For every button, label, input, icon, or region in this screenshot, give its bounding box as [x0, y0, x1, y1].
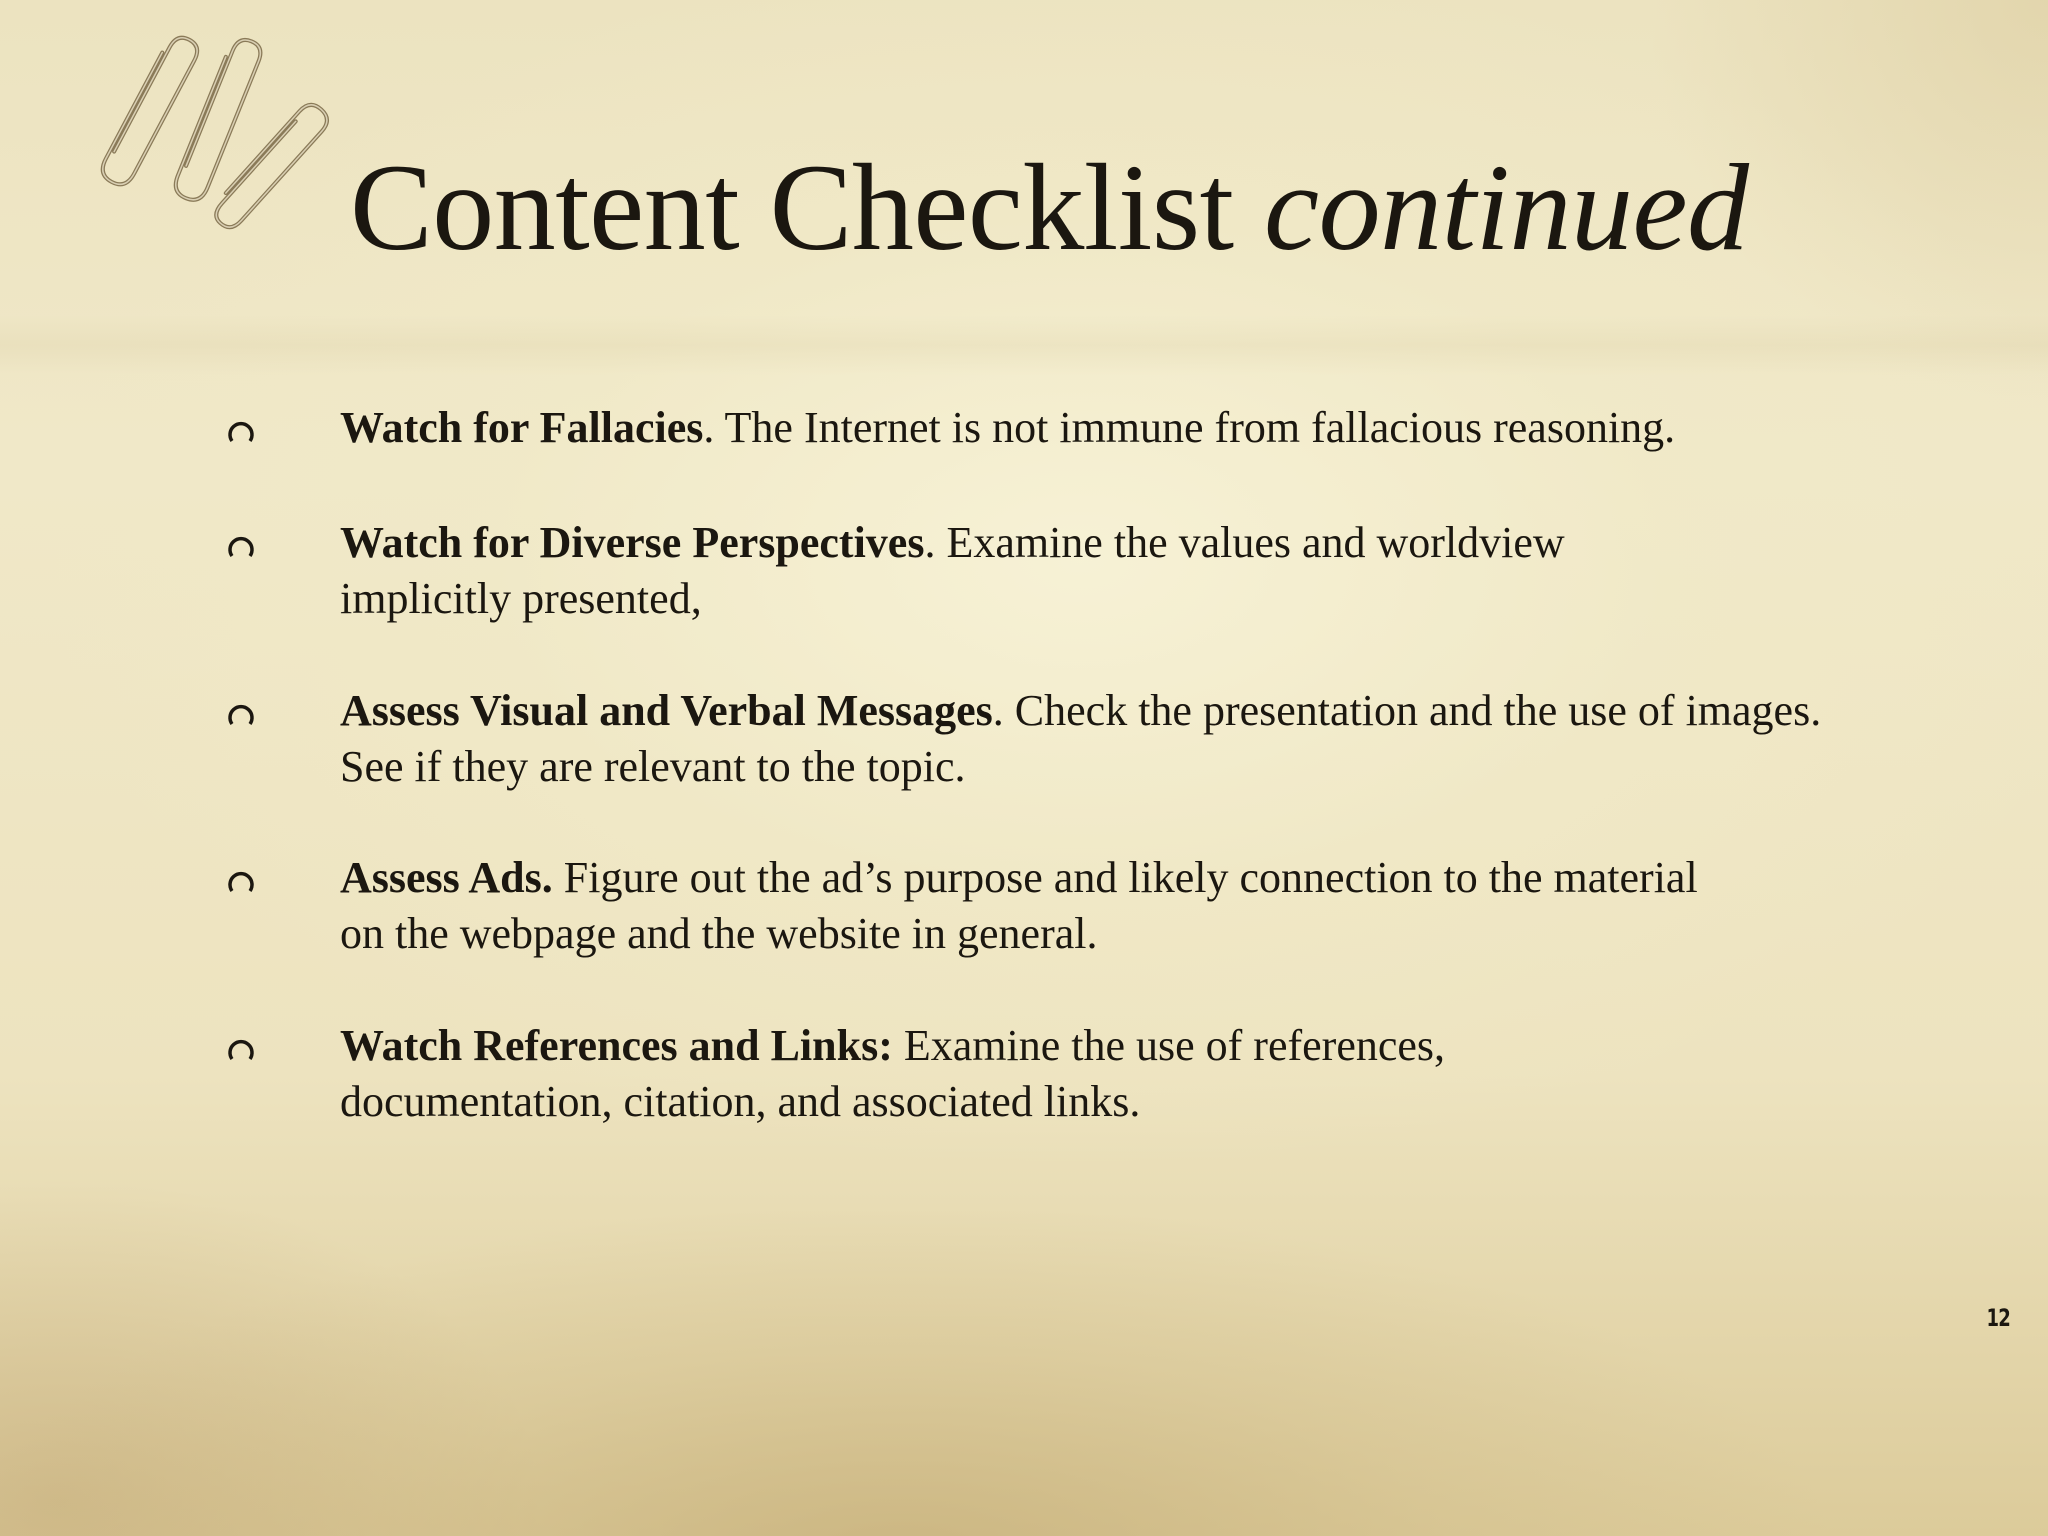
list-item-heading: Watch for Diverse Perspectives [340, 518, 925, 567]
title-main: Content Checklist [350, 139, 1234, 276]
list-item-heading: Assess Visual and Verbal Messages [340, 686, 993, 735]
list-item-heading: Watch References and Links: [340, 1021, 893, 1070]
title-italic: continued [1264, 139, 1749, 276]
list-item-body: Examine the use of references, documentation, citation, and associated links. [340, 1021, 1446, 1126]
ring-bullet-icon [226, 532, 256, 562]
ring-bullet-icon [226, 700, 256, 730]
ring-bullet-icon [226, 867, 256, 897]
list-item-body: . Examine the values and worldview implicitly presented, [340, 518, 1565, 623]
list-item-heading: Watch for Fallacies [340, 403, 704, 452]
list-item-text [340, 850, 1710, 962]
list-item-text [340, 683, 1870, 795]
list-item-body: Figure out the ad’s purpose and likely connection to the material on the webpage and the website in general. [340, 853, 1698, 958]
list-item-text [340, 515, 1680, 627]
ring-bullet-icon [226, 417, 256, 447]
list-item-text [340, 400, 1870, 456]
list-item-body: . The Internet is not immune from fallacious reasoning. [703, 403, 1676, 452]
ring-bullet-icon [226, 1035, 256, 1065]
page-number: 12 [1986, 1304, 2010, 1332]
list-item-heading: Assess Ads. [340, 853, 553, 902]
list-item-body: . Check the presentation and the use of images. See if they are relevant to the topic. [340, 686, 1822, 791]
list-item-text [340, 1018, 1620, 1130]
